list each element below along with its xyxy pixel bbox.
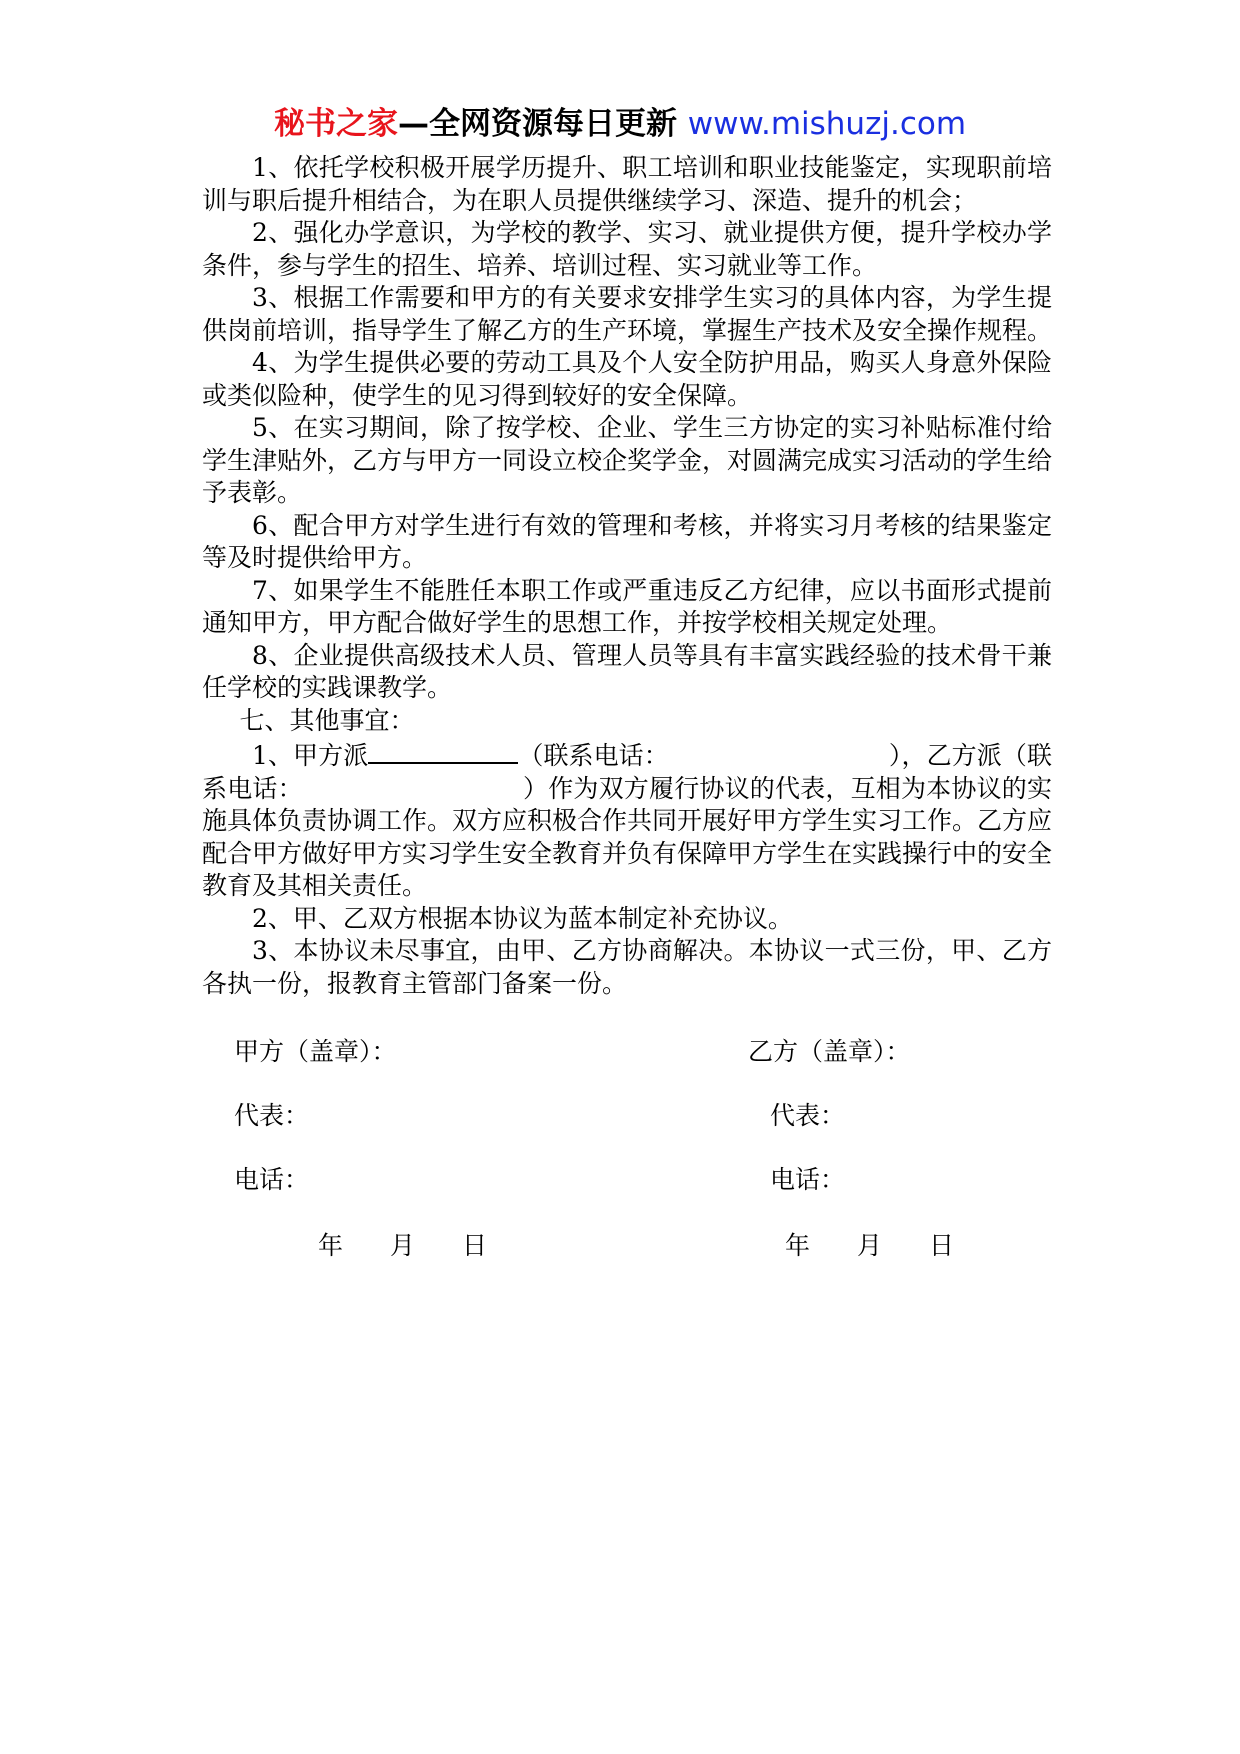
- clause-8: 8、企业提供高级技术人员、管理人员等具有丰富实践经验的技术骨干兼任学校的实践课教学。: [202, 640, 1052, 702]
- party-b-phone-label: 电话：: [770, 1165, 846, 1194]
- party-b-rep-label: 代表：: [770, 1101, 846, 1130]
- party-a-year: 年: [318, 1231, 344, 1260]
- party-a-seal-label: 甲方（盖章）：: [234, 1037, 397, 1066]
- party-b-year: 年: [785, 1231, 811, 1260]
- clause-3: 3、根据工作需要和甲方的有关要求安排学生实习的具体内容，为学生提供岗前培训，指导学生了解乙方的生产环境，掌握生产技术及安全操作规程。: [202, 283, 1053, 345]
- party-a-date: [318, 1226, 487, 1262]
- clause-6: 6、配合甲方对学生进行有效的管理和考核，并将实习月考核的结果鉴定等及时提供给甲方。: [202, 510, 1052, 572]
- party-b-month: 月: [857, 1231, 883, 1260]
- party-a-day: 日: [462, 1231, 488, 1260]
- header-brand: 秘书之家: [273, 106, 398, 142]
- clause-1: 1、依托学校积极开展学历提升、职工培训和职业技能鉴定，实现职前培训与职后提升相结合，为在职人员提供继续学习、深造、提升的机会；: [202, 153, 1052, 215]
- party-a-rep-label: 代表：: [234, 1101, 310, 1130]
- clause-2: 2、强化办学意识，为学校的教学、实习、就业提供方便，提升学校办学条件，参与学生的招生、培养、培训过程、实习就业等工作。: [202, 218, 1052, 280]
- section-7-item-2: 2、甲、乙双方根据本协议为蓝本制定补充协议。: [252, 903, 793, 933]
- party-a-rep-blank[interactable]: [368, 737, 518, 764]
- party-b-date: [785, 1226, 954, 1262]
- clause-5: 5、在实习期间，除了按学校、企业、学生三方协定的实习补贴标准付给学生津贴外，乙方与甲方一同设立校企奖学金，对圆满完成实习活动的学生给予表彰。: [202, 413, 1053, 507]
- clause-7: 7、如果学生不能胜任本职工作或严重违反乙方纪律，应以书面形式提前通知甲方，甲方配合做好学生的思想工作，并按学校相关规定处理。: [202, 575, 1052, 637]
- header-site-link[interactable]: www.mishuzj.com: [687, 106, 967, 142]
- party-b-day: 日: [929, 1231, 955, 1260]
- item-1-text-a: 1、甲方派: [252, 741, 369, 770]
- party-b-seal-label: 乙方（盖章）：: [748, 1037, 911, 1066]
- item-1-text-c: ），乙方派: [888, 741, 1002, 770]
- section-7-heading: 七、其他事宜：: [239, 705, 415, 735]
- party-a-phone-label: 电话：: [234, 1165, 310, 1194]
- section-7-item-3: 3、本协议未尽事宜，由甲、乙方协商解决。本协议一式三份，甲、乙方各执一份，报教育主管部门备案一份。: [202, 936, 1052, 998]
- section-7-item-1: [202, 737, 1052, 903]
- header-tagline: —全网资源每日更新: [397, 106, 677, 142]
- item-1-text-e: ）作为双方履行协议的代表，互相为本协议的实施具体负责协调工作。双方应积极合作共同开展好甲方学生实习工作。乙方应配合甲方做好甲方实习学生安全教育并负有保障甲方学生在实践操行中的安全教育及其相关责任。: [202, 773, 1053, 900]
- site-header: [0, 104, 1240, 144]
- item-1-text-d: （联系电话：: [202, 741, 1052, 803]
- agreement-body: [202, 152, 1052, 1000]
- clause-4: 4、为学生提供必要的劳动工具及个人安全防护用品，购买人身意外保险或类似险种，使学生的见习得到较好的安全保障。: [202, 348, 1052, 410]
- party-a-month: 月: [390, 1231, 416, 1260]
- item-1-text-b: （联系电话：: [518, 741, 669, 770]
